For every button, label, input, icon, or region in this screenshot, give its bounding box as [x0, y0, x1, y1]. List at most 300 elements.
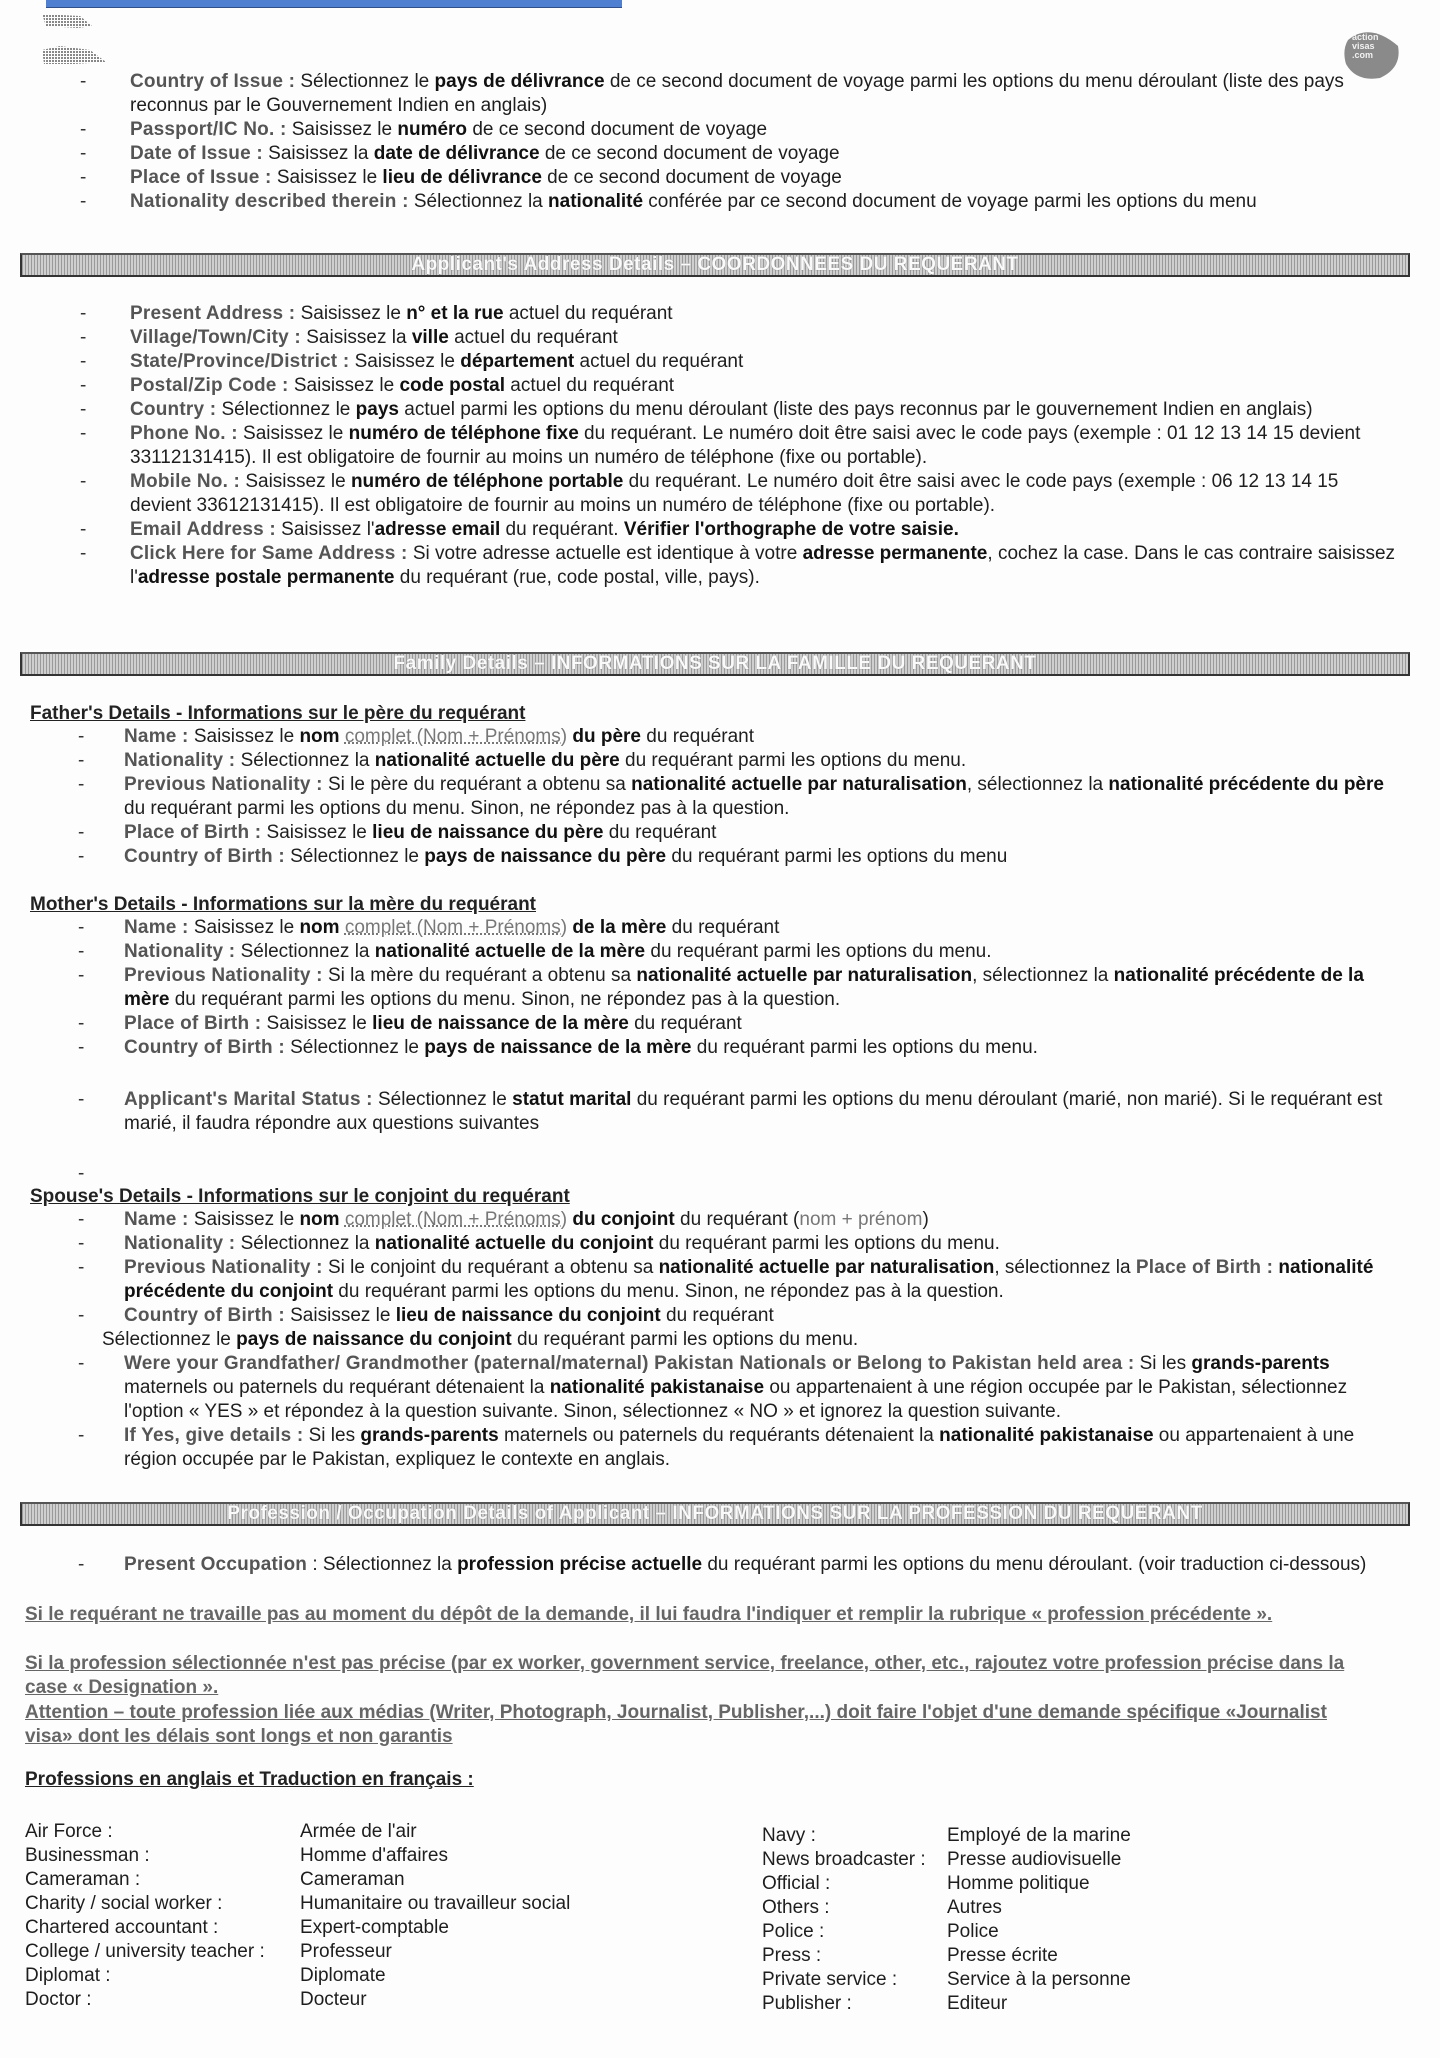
field-term: Name :	[124, 726, 189, 747]
professions-table-left	[25, 1820, 570, 2012]
bullet-dash: -	[78, 774, 85, 795]
father-list	[0, 725, 1440, 869]
text-run: Si les	[1134, 1353, 1192, 1374]
profession-french: Professeur	[300, 1941, 392, 1962]
bold-text: nationalité précédente de la mère	[124, 965, 1364, 1010]
bullet-dash: -	[80, 351, 87, 372]
text-run: du requérant (rue, code postal, ville, pays).	[394, 567, 760, 588]
bold-text: pays de naissance de la mère	[424, 1037, 692, 1058]
text-run: Saisissez le	[349, 351, 461, 372]
text-run: Saisissez la	[300, 327, 412, 348]
profession-english: Air Force :	[25, 1821, 113, 1842]
bold-text: adresse permanente	[802, 543, 988, 564]
profession-french: Presse audiovisuelle	[947, 1849, 1122, 1870]
scan-logo-fragment	[40, 12, 132, 67]
bullet-dash: -	[78, 1013, 85, 1034]
profession-english: News broadcaster :	[762, 1849, 926, 1870]
bullet-dash: -	[78, 1089, 85, 1110]
list-item	[0, 1232, 1440, 1256]
field-term: Present Address :	[130, 303, 296, 324]
profession-row	[25, 1892, 570, 1916]
field-term: Previous Nationality :	[124, 965, 323, 986]
field-term: Click Here for Same Address :	[130, 543, 408, 564]
text-run: Saisissez le	[261, 822, 373, 843]
field-term: Applicant's Marital Status :	[124, 1089, 373, 1110]
top-banner	[46, 0, 622, 8]
profession-english: Diplomat :	[25, 1965, 111, 1986]
bold-text: département	[460, 351, 575, 372]
list-item	[0, 142, 1440, 166]
text-run: de ce second document de voyage	[539, 143, 840, 164]
text-run: Sélectionnez le	[372, 1089, 513, 1110]
profession-english: Official :	[762, 1873, 831, 1894]
father-heading: Father's Details - Informations sur le père du requérant	[30, 703, 526, 724]
field-term: Country of Birth :	[124, 1037, 285, 1058]
list-item	[0, 1553, 1440, 1577]
text-run: actuel parmi les options du menu déroulant (liste des pays reconnus par le gouvernement Indien en anglais)	[398, 399, 1313, 420]
text-run: du requérant parmi les options du menu.	[645, 941, 992, 962]
text-run: actuel du requérant	[574, 351, 744, 372]
text-run: , sélectionnez la	[994, 1257, 1136, 1278]
bullet-dash: -	[80, 143, 87, 164]
profession-english: Private service :	[762, 1969, 898, 1990]
field-term: Country of Issue :	[130, 71, 296, 92]
list-item	[0, 326, 1440, 350]
profession-english: Doctor :	[25, 1989, 92, 2010]
profession-english: Navy :	[762, 1825, 816, 1846]
bold-text: statut marital	[512, 1089, 632, 1110]
text-run: Si votre adresse actuelle est identique à votre	[407, 543, 803, 564]
bold-text: n° et la rue	[406, 303, 504, 324]
profession-english: Chartered accountant :	[25, 1917, 219, 1938]
bullet-dash: -	[78, 1425, 85, 1446]
text-run: Sélectionnez le	[284, 846, 425, 867]
profession-french: Docteur	[300, 1989, 367, 2010]
bold-text: nationalité précédente du père	[1108, 774, 1384, 795]
bold-text: nationalité actuelle par naturalisation	[631, 774, 967, 795]
text-run: du requérant. Le numéro doit être saisi avec le code pays (exemple : 01 12 13 14 15 devient 33112131415). Il est obligatoire de fournir au moins un numéro de téléphone (fixe ou portable).	[130, 423, 1361, 468]
field-term: Previous Nationality :	[124, 1257, 323, 1278]
bullet-dash: -	[80, 519, 87, 540]
text-run: Sélectionnez la	[235, 941, 375, 962]
bold-text: lieu de naissance de la mère	[372, 1013, 629, 1034]
field-term: Country :	[130, 399, 217, 420]
field-term: Country of Birth :	[124, 1305, 285, 1326]
text-run: du requérant parmi les options du menu. Sinon, ne répondez pas à la question.	[333, 1281, 1004, 1302]
bullet-dash: -	[78, 1257, 85, 1278]
field-term: Village/Town/City :	[130, 327, 301, 348]
warning-designation: Si la profession sélectionnée n'est pas précise (par ex worker, government service, freelance, other, etc., rajoutez votre profession précise dans la case « Designation ».	[25, 1653, 1345, 1698]
text-run: du requérant	[628, 1013, 742, 1034]
profession-french: Presse écrite	[947, 1945, 1058, 1966]
text-run: Si le conjoint du requérant a obtenu sa	[322, 1257, 659, 1278]
field-term: Place of Birth :	[124, 1013, 262, 1034]
list-item	[0, 1012, 1440, 1036]
bullet-dash: -	[80, 167, 87, 188]
list-item	[0, 190, 1440, 214]
list-item	[0, 1424, 1440, 1472]
field-term: Email Address :	[130, 519, 276, 540]
warning-not-working: Si le requérant ne travaille pas au moment du dépôt de la demande, il lui faudra l'indiquer et remplir la rubrique « profession précédente ».	[25, 1604, 1273, 1625]
profession-french: Service à la personne	[947, 1969, 1131, 1990]
text-run: du requérant	[641, 726, 755, 747]
text-run: Saisissez le	[188, 917, 300, 938]
seal-line: action	[1352, 32, 1379, 42]
bold-text: nationalité actuelle du père	[374, 750, 620, 771]
text-run: maternels ou paternels du requérants détenaient la	[498, 1425, 940, 1446]
profession-english: Press :	[762, 1945, 822, 1966]
list-item	[0, 1088, 1440, 1136]
address-section	[0, 302, 1440, 590]
profession-french: Expert-comptable	[300, 1917, 449, 1938]
field-term: Were your Grandfather/ Grandmother (paternal/maternal) Pakistan Nationals or Belong to Pakistan held area :	[124, 1353, 1135, 1374]
bullet-dash: -	[78, 822, 85, 843]
list-item	[0, 821, 1440, 845]
spouse-list-2	[0, 1352, 1440, 1472]
marital-list	[0, 1088, 1440, 1136]
text-run: du requérant	[666, 917, 780, 938]
list-item	[0, 118, 1440, 142]
bold-text: nationalité pakistanaise	[939, 1425, 1154, 1446]
field-term: Country of Birth :	[124, 846, 285, 867]
text-run: , sélectionnez la	[966, 774, 1109, 795]
text-run: actuel du requérant	[505, 375, 675, 396]
bold-text: nationalité précédente du conjoint	[124, 1257, 1374, 1302]
text-run: du requérant parmi les options du menu.	[619, 750, 967, 771]
bullet-dash: -	[80, 191, 87, 212]
text-run: , cochez la case. Dans le cas contraire saisissez l'	[130, 543, 1396, 588]
text-run: Saisissez le	[271, 167, 383, 188]
list-item	[0, 916, 1440, 940]
list-item	[0, 1256, 1440, 1304]
bold-text: lieu de naissance du père	[372, 822, 604, 843]
spouse-list	[0, 1208, 1440, 1328]
text-run: Sélectionnez le	[295, 71, 435, 92]
bullet-dash: -	[78, 941, 85, 962]
text-run: Saisissez le	[261, 1013, 373, 1034]
profession-english: Publisher :	[762, 1993, 852, 2014]
list-item	[0, 422, 1440, 470]
text-run: maternels ou paternels du requérant détenaient la	[124, 1377, 550, 1398]
bullet-dash: -	[78, 1305, 85, 1326]
bold-text: code postal	[399, 375, 506, 396]
text-run: Saisissez le	[188, 726, 300, 747]
list-item	[0, 374, 1440, 398]
bold-text: ville	[411, 327, 449, 348]
list-item	[0, 749, 1440, 773]
field-term: Nationality described therein :	[130, 191, 409, 212]
list-item	[0, 845, 1440, 869]
dotted-underlined-text: complet (Nom + Prénoms)	[344, 917, 568, 938]
bullet-dash: -	[80, 71, 87, 92]
profession-row	[762, 1872, 1131, 1896]
text-run: Saisissez le	[295, 303, 407, 324]
text-run: du requérant.	[500, 519, 624, 540]
profession-english: Cameraman :	[25, 1869, 141, 1890]
profession-french: Diplomate	[300, 1965, 386, 1986]
list-item	[0, 398, 1440, 422]
list-item	[0, 70, 1440, 118]
occupation-list	[0, 1553, 1440, 1577]
text-run: du requérant	[603, 822, 717, 843]
bullet-dash: -	[80, 423, 87, 444]
field-term: Passport/IC No. :	[130, 119, 287, 140]
list-item	[0, 1208, 1440, 1232]
profession-english: Businessman :	[25, 1845, 150, 1866]
bold-text: nationalité actuelle de la mère	[374, 941, 646, 962]
bullet-dash: -	[80, 327, 87, 348]
list-item	[0, 725, 1440, 749]
field-term: Phone No. :	[130, 423, 238, 444]
text-run: conférée par ce second document de voyage parmi les options du menu	[643, 191, 1257, 212]
address-list	[0, 302, 1440, 590]
profession-french: Employé de la marine	[947, 1825, 1131, 1846]
text-run: du requérant parmi les options du menu	[666, 846, 1008, 867]
profession-row	[762, 1848, 1131, 1872]
spouse-section	[0, 1208, 1440, 1472]
text-run: du requérant parmi les options du menu.	[653, 1233, 1000, 1254]
bold-text: adresse email	[374, 519, 501, 540]
bold-text: Vérifier l'orthographe de votre saisie.	[623, 519, 959, 540]
bullet-dash: -	[78, 1554, 85, 1575]
text-run: de ce second document de voyage	[467, 119, 768, 140]
list-item	[0, 940, 1440, 964]
bullet-dash: -	[78, 1209, 85, 1230]
list-item	[0, 1304, 1440, 1328]
section-bar-family: Family Details – INFORMATIONS SUR LA FAMILLE DU REQUERANT	[20, 652, 1410, 676]
list-item	[0, 542, 1440, 590]
field-term: Nationality :	[124, 941, 236, 962]
bold-text: numéro de téléphone fixe	[348, 423, 579, 444]
field-term: Postal/Zip Code :	[130, 375, 289, 396]
text-run: Si la mère du requérant a obtenu sa	[322, 965, 637, 986]
bold-text: du père	[572, 726, 641, 747]
field-term: State/Province/District :	[130, 351, 350, 372]
spouse-heading: Spouse's Details - Informations sur le conjoint du requérant	[30, 1186, 570, 1207]
bullet-dash: -	[80, 543, 87, 564]
father-section	[0, 725, 1440, 869]
bullet-dash: -	[78, 846, 85, 867]
profession-row	[25, 1820, 570, 1844]
empty-bullet	[0, 1162, 1440, 1186]
text-run: Saisissez le	[288, 375, 400, 396]
professions-table-right	[762, 1824, 1131, 2016]
text-run: Saisissez le	[237, 423, 349, 444]
list-item	[0, 350, 1440, 374]
seal-line: visas	[1352, 41, 1375, 51]
bold-text: nationalité actuelle par naturalisation	[636, 965, 973, 986]
bold-text: pays de naissance du conjoint	[236, 1329, 512, 1350]
text-run: Sélectionnez le	[216, 399, 356, 420]
field-term: Previous Nationality :	[124, 774, 323, 795]
profession-row	[762, 1992, 1131, 2016]
bullet-dash: -	[78, 1037, 85, 1058]
bullet-dash: -	[80, 119, 87, 140]
list-item	[0, 166, 1440, 190]
bold-text: nom	[299, 917, 340, 938]
field-term: Place of Birth :	[124, 822, 262, 843]
profession-french: Cameraman	[300, 1869, 405, 1890]
list-item	[0, 964, 1440, 1012]
bold-text: nationalité actuelle du conjoint	[374, 1233, 654, 1254]
text-run: : Sélectionnez la	[307, 1554, 458, 1575]
profession-english: College / university teacher :	[25, 1941, 265, 1962]
dotted-underlined-text: complet (Nom + Prénoms)	[344, 1209, 568, 1230]
seal-text	[1352, 33, 1379, 60]
text-run: Si les	[303, 1425, 361, 1446]
profession-english: Charity / social worker :	[25, 1893, 223, 1914]
dotted-underlined-text: complet (Nom + Prénoms)	[344, 726, 568, 747]
profession-french: Autres	[947, 1897, 1002, 1918]
bold-text: nationalité actuelle par naturalisation	[658, 1257, 995, 1278]
profession-row	[25, 1940, 570, 1964]
field-term: Nationality :	[124, 750, 236, 771]
text-run: ou appartenaient à une région occupée par le Pakistan, sélectionnez l'option « YES » et répondez à la question suivante. Sinon, sélectionnez « NO » et ignorez la question suivante.	[124, 1377, 1348, 1422]
text-run: )	[922, 1209, 929, 1230]
text-run: Saisissez le	[188, 1209, 300, 1230]
bold-text: de la mère	[572, 917, 667, 938]
bullet-dash: -	[78, 1163, 85, 1184]
text-run: du requérant	[660, 1305, 774, 1326]
spouse-continuation	[0, 1328, 1440, 1352]
profession-english: Others :	[762, 1897, 830, 1918]
bullet-dash: -	[80, 399, 87, 420]
section-bar-address: Applicant's Address Details – COORDONNEES DU REQUERANT	[20, 253, 1410, 277]
bullet-dash: -	[78, 750, 85, 771]
text-run: du requérant parmi les options du menu. Sinon, ne répondez pas à la question.	[124, 798, 790, 819]
text-run: Saisissez le	[286, 119, 398, 140]
profession-row	[762, 1944, 1131, 1968]
text-run: du requérant. Le numéro doit être saisi avec le code pays (exemple : 06 12 13 14 15 devient 33612131415). Il est obligatoire de fournir au moins un numéro de téléphone (fixe ou portable).	[130, 471, 1339, 516]
seal-line: .com	[1352, 50, 1374, 60]
text-run: du requérant (	[674, 1209, 800, 1230]
profession-french: Homme d'affaires	[300, 1845, 448, 1866]
profession-row	[762, 1920, 1131, 1944]
bold-text: pays de naissance du père	[424, 846, 667, 867]
marital-section	[0, 1088, 1440, 1136]
field-term: Present Occupation	[124, 1554, 308, 1575]
second-passport-section	[0, 70, 1440, 214]
text-run: Saisissez l'	[275, 519, 375, 540]
text-run: de ce second document de voyage	[541, 167, 842, 188]
list-item	[0, 302, 1440, 326]
bold-text: pays de délivrance	[434, 71, 605, 92]
text-run: du requérant parmi les options du menu. Sinon, ne répondez pas à la question.	[169, 989, 841, 1010]
mother-heading: Mother's Details - Informations sur la mère du requérant	[30, 894, 537, 915]
text-run: Saisissez le	[284, 1305, 396, 1326]
text-run: du requérant parmi les options du menu déroulant. (voir traduction ci-dessous)	[702, 1554, 1367, 1575]
text-run: Si le père du requérant a obtenu sa	[322, 774, 632, 795]
bullet-dash: -	[80, 471, 87, 492]
bold-text: grands-parents	[360, 1425, 499, 1446]
text-run: Sélectionnez la	[235, 1233, 375, 1254]
list-item	[0, 1352, 1440, 1424]
list-item	[0, 773, 1440, 821]
bold-text: numéro de téléphone portable	[350, 471, 624, 492]
mother-list	[0, 916, 1440, 1060]
profession-french: Homme politique	[947, 1873, 1090, 1894]
bold-text: nom	[299, 1209, 340, 1230]
profession-english: Police :	[762, 1921, 825, 1942]
bold-text: nom	[299, 726, 340, 747]
list-item	[0, 470, 1440, 518]
profession-french: Police	[947, 1921, 999, 1942]
profession-row	[762, 1968, 1131, 1992]
text-run: Saisissez la	[262, 143, 374, 164]
bullet-dash: -	[80, 303, 87, 324]
text-run: actuel du requérant	[503, 303, 673, 324]
text-run: ou appartenaient à une région occupée par le Pakistan, expliquez le contexte en anglais.	[124, 1425, 1355, 1470]
profession-row	[25, 1988, 570, 2012]
light-text: nom + prénom	[799, 1209, 923, 1230]
bold-text: date de délivrance	[373, 143, 540, 164]
occupation-section	[0, 1553, 1440, 1577]
bold-text: adresse postale permanente	[137, 567, 395, 588]
bold-text: du conjoint	[572, 1209, 675, 1230]
professions-heading: Professions en anglais et Traduction en français :	[25, 1769, 474, 1790]
bold-text: lieu de délivrance	[382, 167, 542, 188]
profession-row	[25, 1964, 570, 1988]
field-term: Name :	[124, 917, 189, 938]
text-run: Sélectionnez le	[102, 1329, 237, 1350]
bullet-dash: -	[78, 726, 85, 747]
text-run: du requérant parmi les options du menu déroulant (marié, non marié). Si le requérant est marié, il faudra répondre aux questions suivantes	[124, 1089, 1383, 1134]
profession-french: Humanitaire ou travailleur social	[300, 1893, 571, 1914]
text-run: Sélectionnez la	[408, 191, 549, 212]
bold-text: numéro	[397, 119, 468, 140]
field-term: If Yes, give details :	[124, 1425, 304, 1446]
list-item	[0, 1036, 1440, 1060]
text-run: du requérant parmi les options du menu.	[691, 1037, 1038, 1058]
text-run: de ce second document de voyage parmi les options du menu déroulant (liste des pays reconnus par le Gouvernement Indien en anglais)	[130, 71, 1344, 116]
blank-bullet	[0, 1162, 1440, 1186]
section-bar-profession: Profession / Occupation Details of Applicant – INFORMATIONS SUR LA PROFESSION DU REQUERANT	[20, 1502, 1410, 1526]
bullet-dash: -	[78, 1233, 85, 1254]
field-term: Nationality :	[124, 1233, 236, 1254]
text-run: du requérant parmi les options du menu.	[511, 1329, 859, 1350]
text-run: Saisissez le	[240, 471, 351, 492]
profession-french: Editeur	[947, 1993, 1008, 2014]
text-run: , sélectionnez la	[972, 965, 1114, 986]
profession-french: Armée de l'air	[300, 1821, 417, 1842]
warning-journalist: Attention – toute profession liée aux médias (Writer, Photograph, Journalist, Publisher,...) doit faire l'objet d'une demande spécifique «Journalist visa» dont les délais sont longs et non garantis	[25, 1702, 1327, 1747]
field-term: Date of Issue :	[130, 143, 263, 164]
bold-text: profession précise actuelle	[457, 1554, 703, 1575]
text-run: Sélectionnez la	[235, 750, 375, 771]
bold-text: nationalité pakistanaise	[549, 1377, 765, 1398]
profession-row	[25, 1916, 570, 1940]
field-term: Place of Issue :	[130, 167, 272, 188]
mother-section	[0, 916, 1440, 1060]
bullet-dash: -	[78, 965, 85, 986]
text-run: Sélectionnez le	[284, 1037, 425, 1058]
profession-row	[762, 1896, 1131, 1920]
profession-row	[762, 1824, 1131, 1848]
bold-text: lieu de naissance du conjoint	[395, 1305, 661, 1326]
passport-list	[0, 70, 1440, 214]
profession-row	[25, 1844, 570, 1868]
bold-text: grands-parents	[1191, 1353, 1330, 1374]
field-term: Name :	[124, 1209, 189, 1230]
list-item	[0, 518, 1440, 542]
field-term: Place of Birth :	[1135, 1257, 1274, 1278]
bullet-dash: -	[80, 375, 87, 396]
text-run: actuel du requérant	[448, 327, 618, 348]
bold-text: pays	[355, 399, 399, 420]
field-term: Mobile No. :	[130, 471, 241, 492]
bold-text: nationalité	[548, 191, 644, 212]
bullet-dash: -	[78, 1353, 85, 1374]
